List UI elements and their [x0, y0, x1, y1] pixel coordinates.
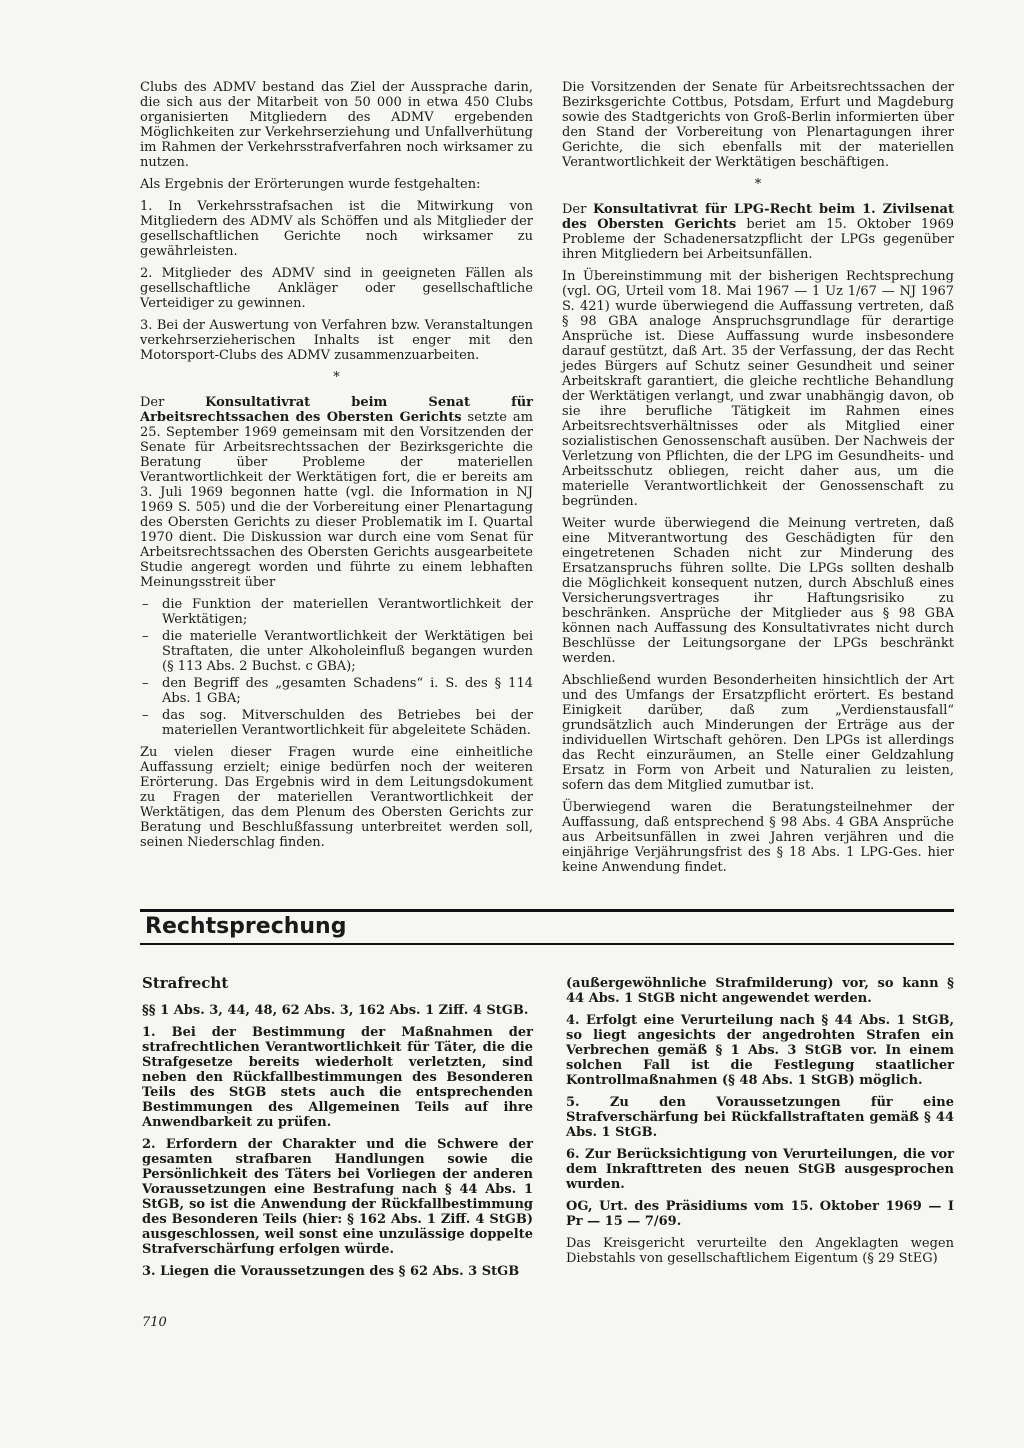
list-item: – die materielle Verantwortlichkeit der Werktätigen bei Straftaten, die unter Alkoholeinfluß begangen wurden (§ 113 Abs. 2 Buchst. c GBA);	[140, 629, 533, 674]
headnote: 6. Zur Berücksichtigung von Verurteilungen, die vor dem Inkrafttreten des neuen StGB ausgesprochen wurden.	[566, 1147, 954, 1192]
paragraph	[140, 395, 533, 590]
paragraph: In Übereinstimmung mit der bisherigen Rechtsprechung (vgl. OG, Urteil vom 18. Mai 1967 — 1 Uz 1/67 — NJ 1967 S. 421) wurde überwiegend die Auffassung vertreten, daß § 98 GBA analoge Anspruchsgrundlage für derartige Ansprüche ist. Diese Auffassung wurde insbesondere darauf gestützt, daß Art. 35 der Verfassung, der das Recht jedes Bürgers auf Schutz seiner Gesundheit und seiner Arbeitskraft garantiert, die gleiche rechtliche Behandlung der Werktätigen verlangt, und zwar unabhängig davon, ob sie ihre berufliche Tätigkeit im Rahmen eines Arbeitsrechtsverhältnisses oder als Mitglied einer sozialistischen Genossenschaft ausüben. Der Nachweis der Verletzung von Pflichten, die der LPG im Gesundheits- und Arbeitsschutz obliegen, reicht daher aus, um die materielle Verantwortlichkeit der Genossenschaft zu begründen.	[562, 269, 954, 509]
paragraph: 3. Bei der Auswertung von Verfahren bzw. Veranstaltungen verkehrserzieherischen Inhalts ist enger mit den Motorsport-Clubs des ADMV zusammenzuarbeiten.	[140, 318, 533, 363]
section-heading: Rechtsprechung	[145, 914, 347, 939]
text-run: Der	[140, 395, 206, 410]
paragraph	[562, 202, 954, 262]
paragraph: 2. Mitglieder des ADMV sind in geeigneten Fällen als gesellschaftliche Ankläger oder gesellschaftliche Verteidiger zu gewinnen.	[140, 266, 533, 311]
headnote: (außergewöhnliche Strafmilderung) vor, so kann § 44 Abs. 1 StGB nicht angewendet werden.	[566, 976, 954, 1006]
section-separator-star: *	[333, 370, 340, 385]
case-citation: OG, Urt. des Präsidiums vom 15. Oktober 1969 — I Pr — 15 — 7/69.	[566, 1199, 954, 1229]
left-column-lower	[142, 976, 533, 1286]
section-rule-bottom	[140, 943, 954, 945]
paragraph: Abschließend wurden Besonderheiten hinsichtlich der Art und des Umfangs der Ersatzpflicht erörtert. Es bestand Einigkeit darüber, daß zum „Verdienstausfall“ grundsätzlich auch Minderungen der Erträge aus der individuellen Wirtschaft gehören. Den LPGs ist allerdings das Recht einzuräumen, an Stelle einer Geldzahlung Ersatz in Form von Arbeit und Naturalien zu leisten, sofern das dem Mitglied zumutbar ist.	[562, 673, 954, 793]
paragraph: Zu vielen dieser Fragen wurde eine einheitliche Auffassung erzielt; einige bedürfen noch der weiteren Erörterung. Das Ergebnis wird in dem Leitungsdokument zu Fragen der materiellen Verantwortlichkeit der Werktätigen, das dem Plenum des Obersten Gerichts zur Beratung und Beschlußfassung unterbreitet werden soll, seinen Niederschlag finden.	[140, 745, 533, 850]
statute-reference: §§ 1 Abs. 3, 44, 48, 62 Abs. 3, 162 Abs. 1 Ziff. 4 StGB.	[142, 1003, 529, 1018]
headnote: 3. Liegen die Voraussetzungen des § 62 Abs. 3 StGB	[142, 1264, 520, 1279]
text-run: Der	[562, 202, 593, 217]
paragraph: Das Kreisgericht verurteilte den Angeklagten wegen Diebstahls von gesellschaftlichem Eigentum (§ 29 StEG)	[566, 1236, 954, 1266]
bold-run: Konsultativrat beim Senat für Arbeitsrechtssachen des Obersten Gerichts	[140, 395, 533, 425]
section-separator-star: *	[754, 177, 762, 192]
bullet-list	[140, 597, 533, 738]
subheading: Strafrecht	[142, 974, 229, 992]
headnote: 4. Erfolgt eine Verurteilung nach § 44 Abs. 1 StGB, so liegt angesichts der angedrohten Strafen ein Verbrechen gemäß § 1 Abs. 3 StGB vor. In einem solchen Fall ist die Festlegung staatlicher Kontrollmaßnahmen (§ 48 Abs. 1 StGB) möglich.	[566, 1013, 954, 1088]
list-item: – den Begriff des „gesamten Schadens“ i. S. des § 114 Abs. 1 GBA;	[140, 676, 533, 706]
right-column-lower	[566, 976, 954, 1273]
list-item: – das sog. Mitverschulden des Betriebes bei der materiellen Verantwortlichkeit für abgeleitete Schäden.	[140, 708, 533, 738]
paragraph: 1. In Verkehrsstrafsachen ist die Mitwirkung von Mitgliedern des ADMV als Schöffen und als Mitglieder der gesellschaftlichen Gerichte noch wirksamer zu gewährleisten.	[140, 199, 533, 259]
page-number: 710	[142, 1315, 167, 1330]
section-rule-top	[140, 909, 954, 912]
text-run: setzte am 25. September 1969 gemeinsam mit den Vorsitzenden der Senate für Arbeitsrechtssachen der Bezirksgerichte die Beratung über Probleme der materiellen Verantwortlichkeit der Werktätigen fort, die er bereits am 3. Juli 1969 begonnen hatte (vgl. die Information in NJ 1969 S. 505) und die der Vorbereitung einer Plenartagung des Obersten Gerichts zu dieser Problematik im I. Quartal 1970 dient. Die Diskussion war durch eine vom Senat für Arbeitsrechtssachen des Obersten Gerichts ausgearbeitete Studie angeregt worden und führte zu einem lebhaften Meinungsstreit über	[140, 410, 533, 590]
paragraph: Die Vorsitzenden der Senate für Arbeitsrechtssachen der Bezirksgerichte Cottbus, Potsdam, Erfurt und Magdeburg sowie des Stadtgerichts von Groß-Berlin informierten über den Stand der Vorbereitung von Plenartagungen ihrer Gerichte, die sich ebenfalls mit der materiellen Verantwortlichkeit der Werktätigen beschäftigen.	[562, 80, 954, 170]
list-item: – die Funktion der materiellen Verantwortlichkeit der Werktätigen;	[140, 597, 533, 627]
paragraph: Als Ergebnis der Erörterungen wurde festgehalten:	[140, 177, 481, 192]
headnote: 5. Zu den Voraussetzungen für eine Strafverschärfung bei Rückfallstraftaten gemäß § 44 Abs. 1 StGB.	[566, 1095, 954, 1140]
paragraph: Überwiegend waren die Beratungsteilnehmer der Auffassung, daß entsprechend § 98 Abs. 4 GBA Ansprüche aus Arbeitsunfällen in zwei Jahren verjähren und die einjährige Verjährungsfrist des § 18 Abs. 1 LPG-Ges. hier keine Anwendung findet.	[562, 800, 954, 875]
right-column-upper	[562, 80, 954, 882]
paragraph: Weiter wurde überwiegend die Meinung vertreten, daß eine Mitverantwortung des Geschädigten für den eingetretenen Schaden nicht zur Minderung des Ersatzanspruchs führen sollte. Die LPGs sollten deshalb die Möglichkeit konsequent nutzen, durch Abschluß eines Versicherungsvertrages ihr Haftungsrisiko zu beschränken. Ansprüche der Mitglieder aus § 98 GBA können nach Auffassung des Konsultativrates nicht durch Beschlüsse der Leitungsorgane der LPGs beschränkt werden.	[562, 516, 954, 666]
headnote: 2. Erfordern der Charakter und die Schwere der gesamten strafbaren Handlungen sowie die Persönlichkeit des Täters bei Vorliegen der anderen Voraussetzungen eine Bestrafung nach § 44 Abs. 1 StGB, so ist die Anwendung der Rückfallbestimmung des Besonderen Teils (hier: § 162 Abs. 1 Ziff. 4 StGB) ausgeschlossen, weil sonst eine unzulässige doppelte Strafverschärfung erfolgen würde.	[142, 1137, 533, 1257]
paragraph: Clubs des ADMV bestand das Ziel der Aussprache darin, die sich aus der Mitarbeit von 50 000 in etwa 450 Clubs organisierten Mitgliedern des ADMV ergebenden Möglichkeiten zur Verkehrserziehung und Unfallverhütung im Rahmen der Verkehrsstrafverfahren noch wirksamer zu nutzen.	[140, 80, 533, 170]
text-run: beriet am 15. Oktober 1969 Probleme der Schadenersatzpflicht der LPGs gegenüber ihren Mitgliedern bei Arbeitsunfällen.	[562, 217, 954, 262]
bold-run: Konsultativrat für LPG-Recht beim 1. Zivilsenat des Obersten Gerichts	[562, 202, 954, 232]
left-column-upper	[140, 80, 533, 857]
headnote: 1. Bei der Bestimmung der Maßnahmen der strafrechtlichen Verantwortlichkeit für Täter, die die Strafgesetze bereits wiederholt verletzten, sind neben den Rückfallbestimmungen des Besonderen Teils des StGB stets auch die entsprechenden Bestimmungen des Allgemeinen Teils auf ihre Anwendbarkeit zu prüfen.	[142, 1025, 533, 1130]
